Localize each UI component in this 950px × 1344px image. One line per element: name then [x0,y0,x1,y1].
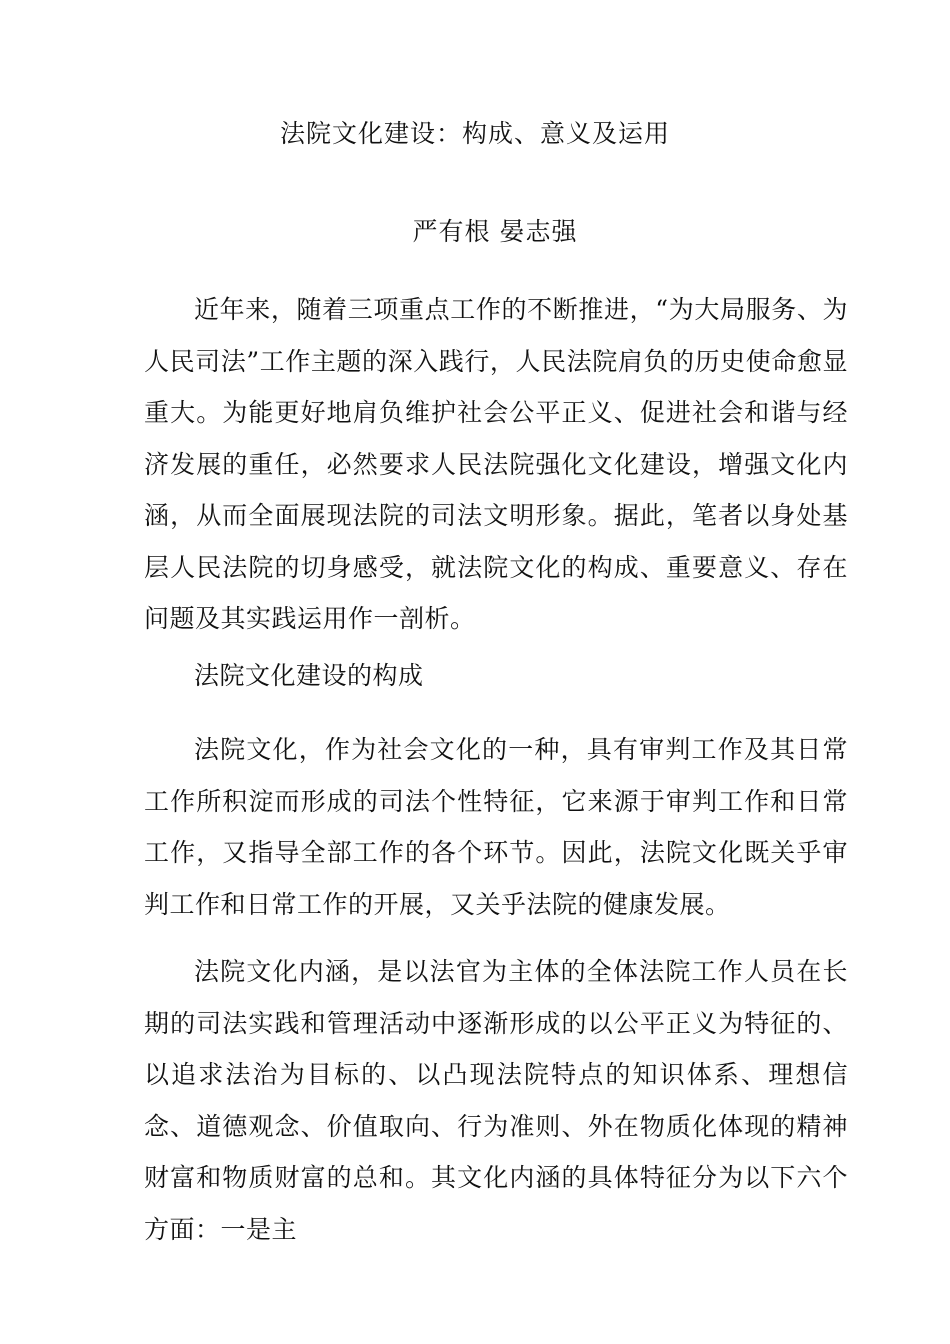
document-title: 法院文化建设：构成、意义及运用 [279,119,670,148]
document-authors: 严有根 晏志强 [412,217,578,246]
section-heading-1: 法院文化建设的构成 [194,661,424,690]
body-paragraph-3: 法院文化内涵，是以法官为主体的全体法院工作人员在长期的司法实践和管理活动中逐渐形成的以公平正义为特征的、以追求法治为目标的、以凸现法院特点的知识体系、理想信念、道德观念、价值取向、行为准则、外在物质化体现的精神财富和物质财富的总和。其文化内涵的具体特征分为以下六个方面：一是主 [144,957,848,1244]
body-paragraph-1: 近年来，随着三项重点工作的不断推进，“为大局服务、为人民司法”工作主题的深入践行，人民法院肩负的历史使命愈显重大。为能更好地肩负维护社会公平正义、促进社会和谐与经济发展的重任，必然要求人民法院强化文化建设，增强文化内涵，从而全面展现法院的司法文明形象。据此，笔者以身处基层人民法院的切身感受，就法院文化的构成、重要意义、存在问题及其实践运用作一剖析。 [144,295,848,633]
body-paragraph-2: 法院文化，作为社会文化的一种，具有审判工作及其日常工作所积淀而形成的司法个性特征，它来源于审判工作和日常工作，又指导全部工作的各个环节。因此，法院文化既关乎审判工作和日常工作的开展，又关乎法院的健康发展。 [144,735,848,919]
